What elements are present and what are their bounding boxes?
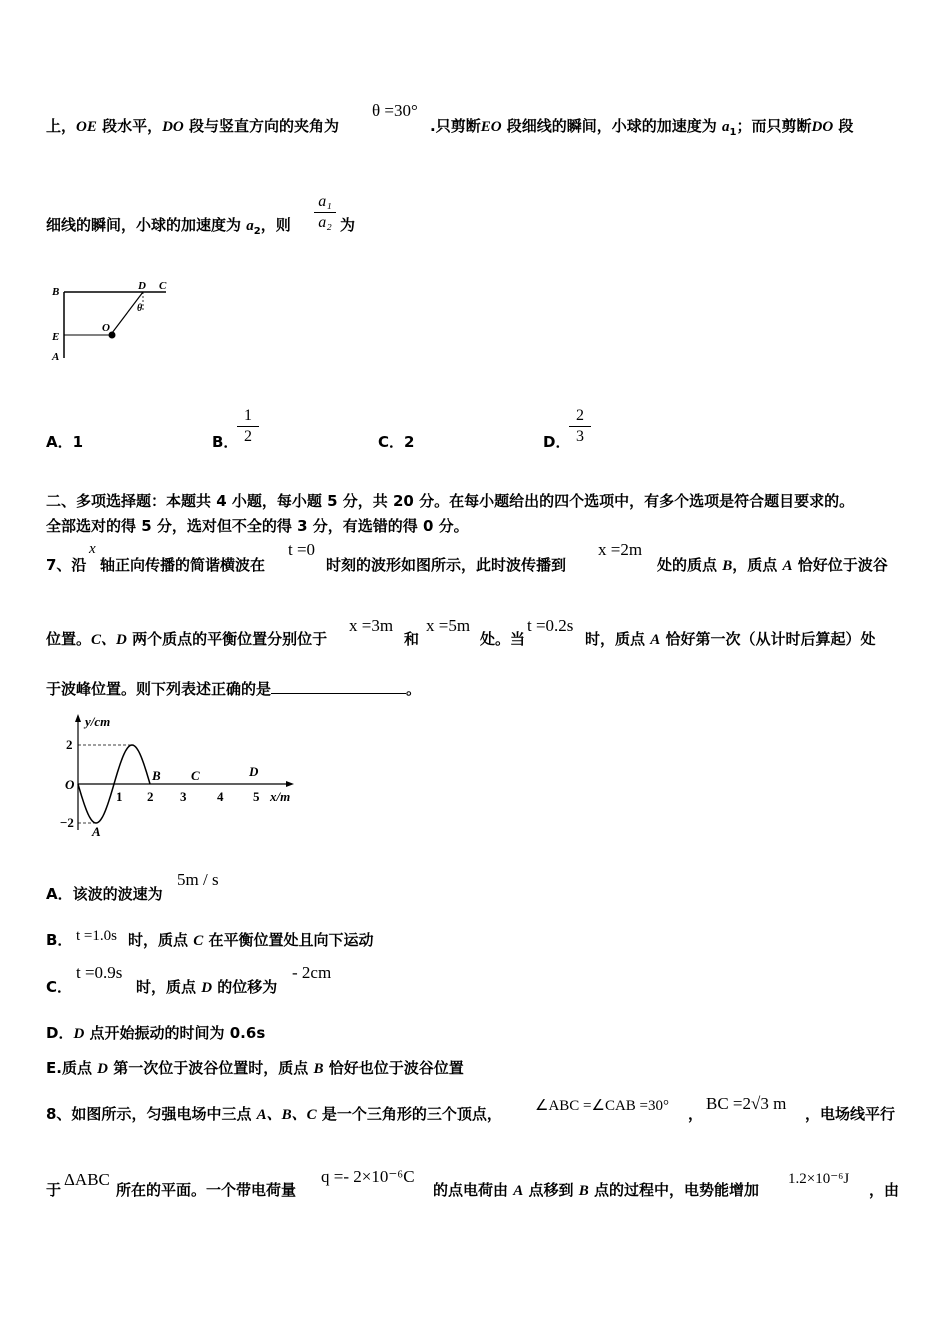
y-axis-label: y/cm [85,714,111,729]
q8-energy: 1.2×10⁻⁶J [788,1171,850,1187]
x-tick-1: 1 [116,789,123,804]
q7-x3: x =3m [349,616,394,635]
q7-line2-a: 位置。C、D 两个质点的平衡位置分别位于 [46,630,328,648]
q7-option-b[interactable]: B． [46,931,73,949]
q7-line1-b: 轴正向传播的简谐横波在 [100,556,266,574]
q6-option-d-fraction: $\frac{2}{3}$ [569,406,591,447]
q7-option-e[interactable]: E.质点 D 第一次位于波谷位置时，质点 B 恰好也位于波谷位置 [46,1059,464,1077]
q7-x5: x =5m [426,616,471,635]
theta-expression: θ =30° [372,101,418,120]
ratio-fraction: $\frac{\text{a₁}}{\text{a₂}}$ [314,192,336,233]
q6-option-d[interactable]: D． [543,433,571,451]
wave-graph [56,712,316,842]
section2-line1: 二、多项选择题：本题共 4 小题，每小题 5 分，共 20 分。在每小题给出的四个选项中，有多个选项是符合题目要求的。 [46,492,855,510]
section2-line2: 全部选对的得 5 分，选对但不全的得 3 分，有选错的得 0 分。 [46,517,469,535]
q7-line2-d: 处。当 [480,630,526,648]
label-e: E [52,331,60,343]
rope-ball-figure [46,278,186,368]
label-a: A [52,351,60,363]
x-tick-2: 2 [147,789,154,804]
q6-line2-end: 为 [340,216,356,234]
q8-line1-d: ，电场线平行 [805,1105,896,1123]
q7-option-c[interactable]: C． [46,978,73,996]
q8-triangle: ΔABC [64,1170,110,1189]
point-d-label: D [249,764,259,779]
q7-option-a-expr: 5m / s [177,870,219,889]
q7-option-c-value: - 2cm [292,963,332,982]
q8-line2-b: 所在的平面。一个带电荷量 [116,1181,297,1199]
q7-line2-e: 时，质点 A 恰好第一次（从计时后算起）处 [585,630,876,648]
label-o: O [102,322,110,334]
q6-option-b[interactable]: B． [212,433,239,451]
label-b: B [52,286,60,298]
x-tick-3: 3 [180,789,187,804]
y-axis-arrow [75,714,81,722]
origin-label: O [65,777,75,792]
q6-option-c[interactable]: C．2 [378,433,415,451]
q6-line1-rest: .只剪断EO 段细线的瞬间，小球的加速度为 $a_1$；而只剪断DO 段 [430,117,854,138]
q7-x-symbol: x [89,541,96,557]
q8-bc-expr: BC =2√3 m [706,1094,787,1113]
q8-charge: q =- 2×10⁻⁶C [321,1167,415,1186]
point-a-label: A [92,824,101,839]
q6-option-a[interactable]: A．1 [46,433,84,451]
q7-line1-a: 7、沿 [46,556,87,574]
q7-line2-c: 和 [404,630,420,648]
y-tick-neg2: −2 [60,815,74,830]
q8-line2-a: 于 [46,1181,62,1199]
q6-line1: 上，OE 段水平，DO 段与竖直方向的夹角为 [46,117,339,135]
q7-option-c-text: 时，质点 D 的位移为 [136,978,278,996]
q7-line3: 于波峰位置。则下列表述正确的是 。 [46,680,422,698]
point-b-label: B [152,768,161,783]
point-c-label: C [191,768,200,783]
answer-blank[interactable] [271,679,406,694]
q6-option-b-fraction: $\frac{1}{2}$ [237,406,259,447]
label-d: D [138,280,146,292]
q8-line1-a: 8、如图所示，匀强电场中三点 A、B、C 是一个三角形的三个顶点， [46,1105,502,1123]
q7-x2: x =2m [598,540,643,559]
q7-option-c-expr: t =0.9s [76,963,123,982]
q7-t02: t =0.2s [527,616,574,635]
q8-angle-expr: ∠ABC =∠CAB =30° [535,1098,669,1114]
q7-t0: t =0 [288,540,316,559]
x-axis-arrow [286,781,294,787]
q6-line2: 细线的瞬间，小球的加速度为 $a_2$，则 [46,216,291,237]
y-tick-2: 2 [66,737,73,752]
q7-option-d[interactable]: D．D 点开始振动的时间为 0.6s [46,1024,266,1042]
q7-line1-d: 处的质点 B，质点 A 恰好位于波谷 [657,556,888,574]
q8-line2-c: 的点电荷由 A 点移到 B 点的过程中，电势能增加 [433,1181,759,1199]
q7-option-b-expr: t =1.0s [76,928,117,944]
q7-option-a[interactable]: A．该波的波速为 [46,885,163,903]
x-axis-label: x/m [270,789,291,804]
q8-line2-f: ，由 [869,1181,900,1199]
x-tick-4: 4 [217,789,224,804]
q7-option-b-text: 时，质点 C 在平衡位置处且向下运动 [128,931,374,949]
x-tick-5: 5 [253,789,260,804]
q7-line1-c: 时刻的波形如图所示，此时波传播到 [326,556,567,574]
label-c: C [159,280,167,292]
q8-line1-c: ， [688,1105,704,1123]
label-theta: θ [137,303,143,314]
